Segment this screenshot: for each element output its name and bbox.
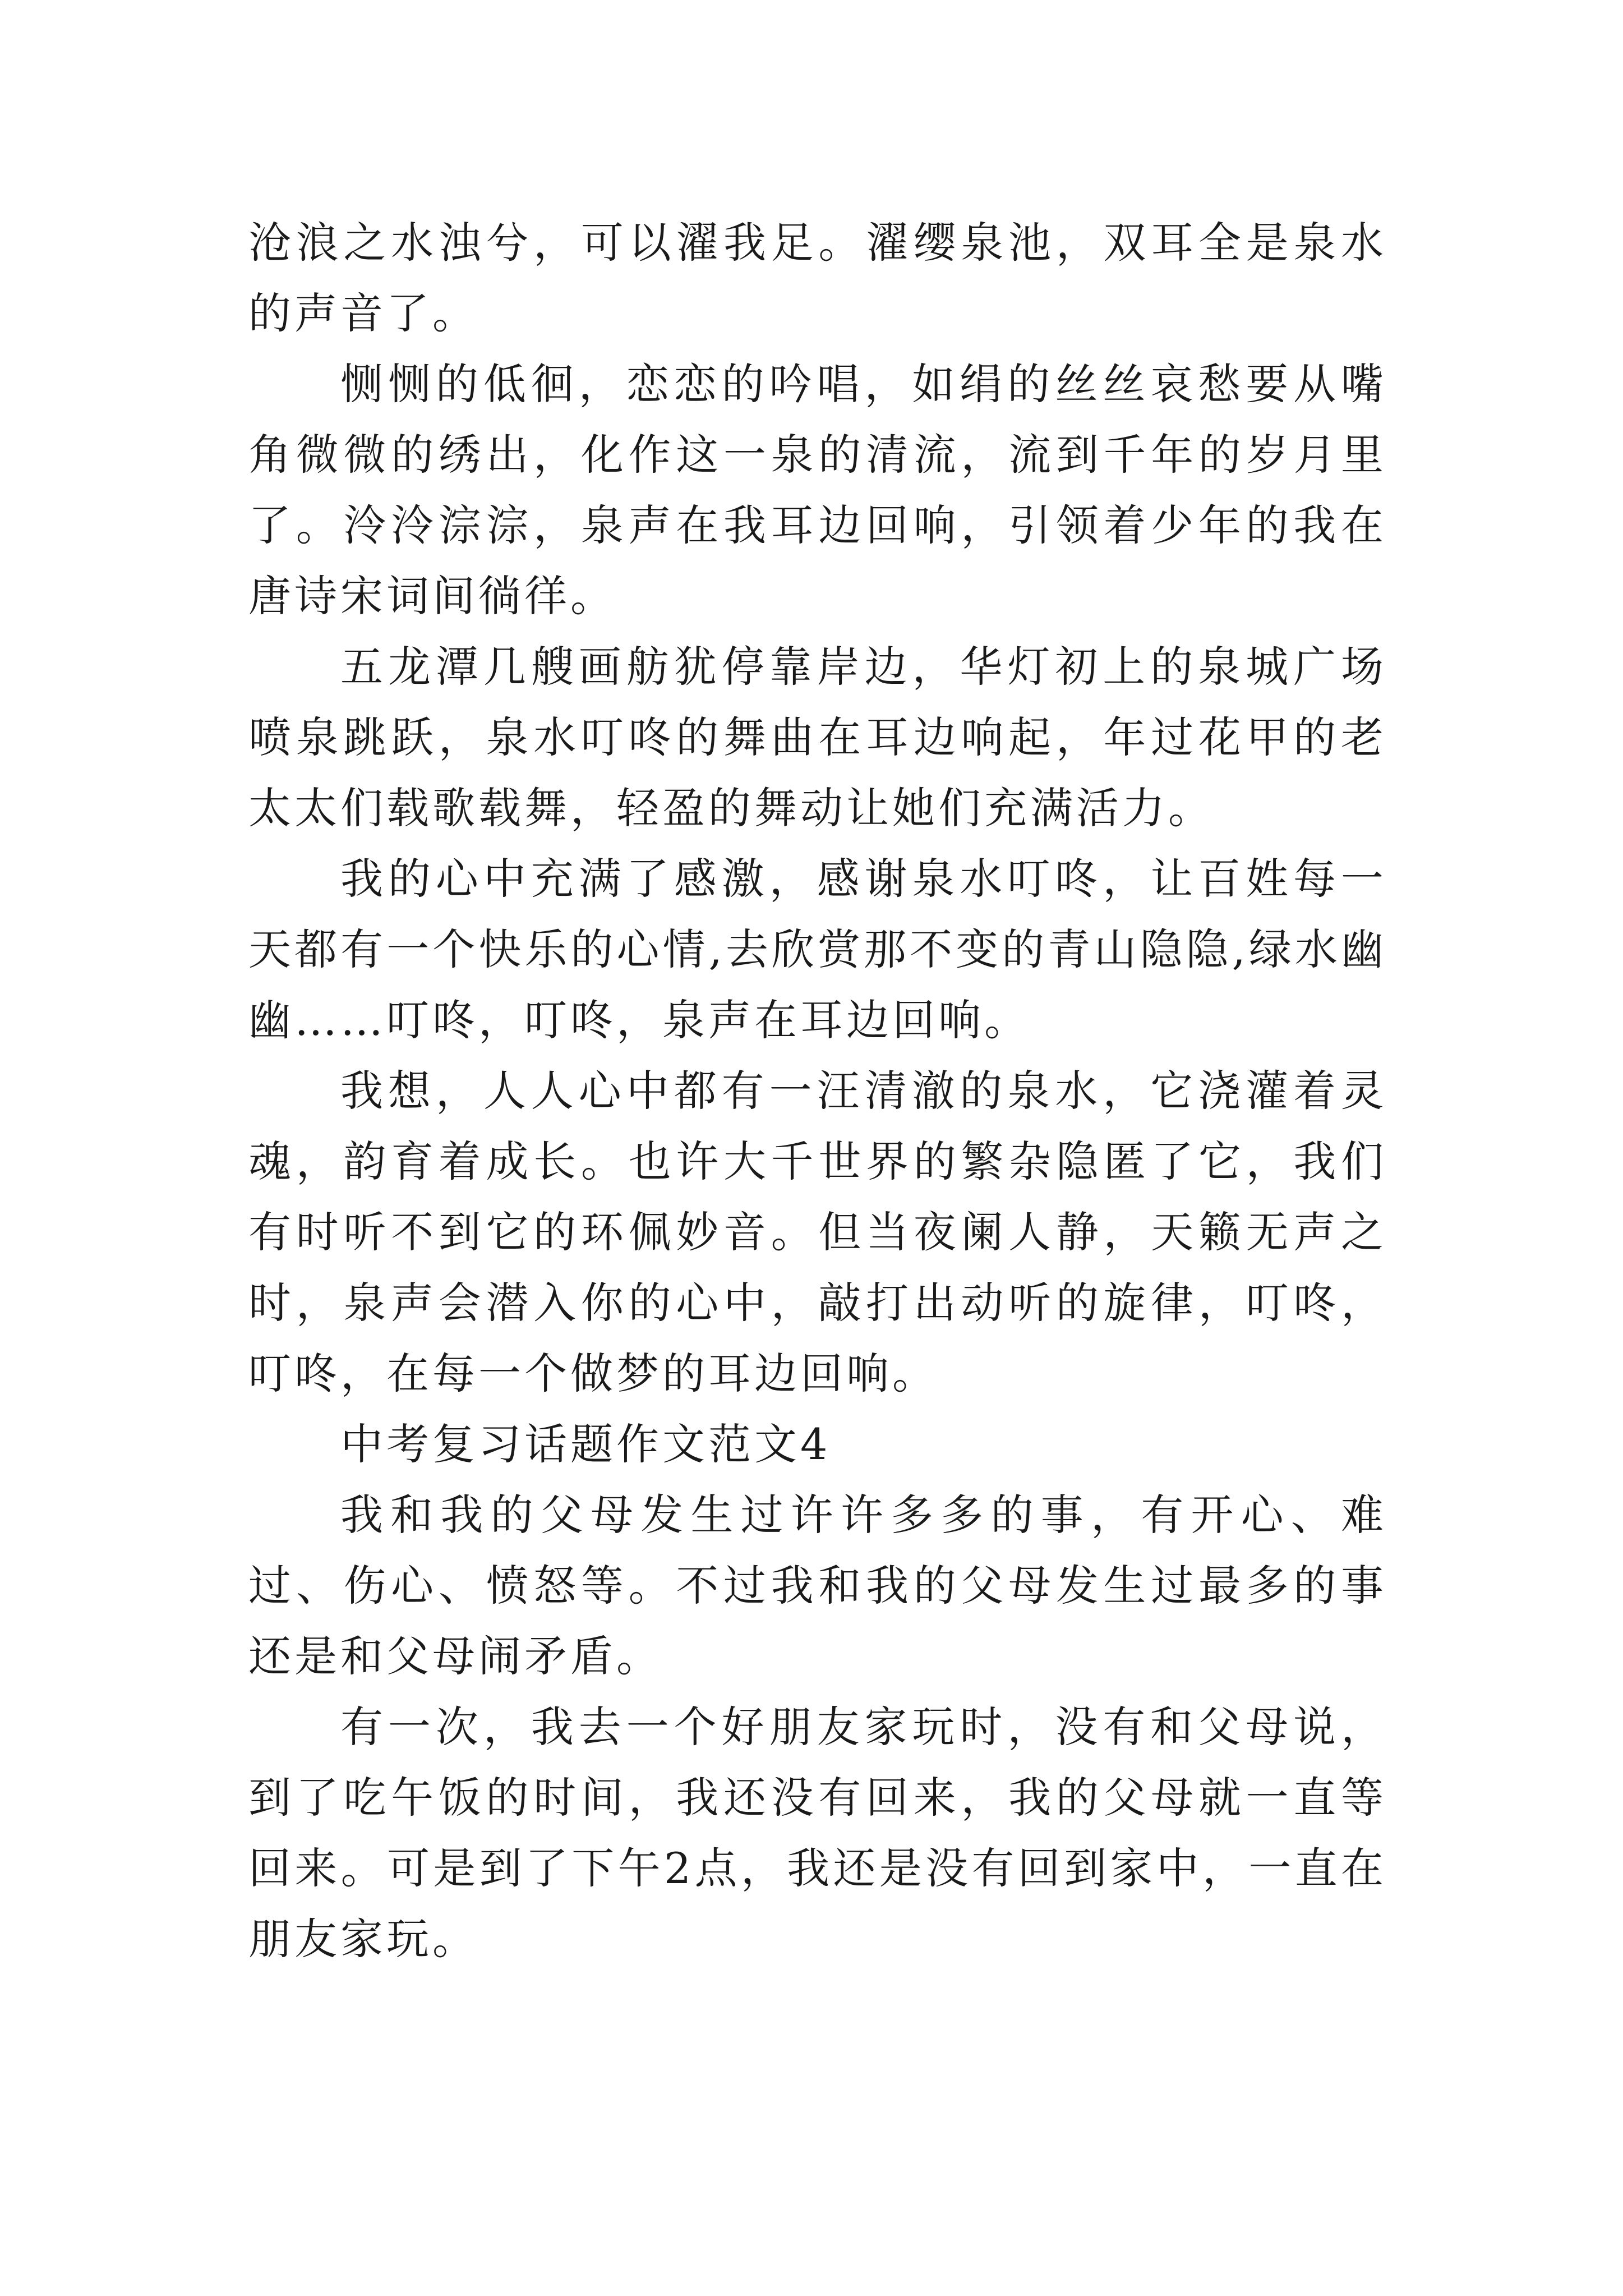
- paragraph-8: 有一次，我去一个好朋友家玩时，没有和父母说，到了吃午饭的时间，我还没有回来，我的父母就一直等回来。可是到了下午2点，我还是没有回到家中，一直在朋友家玩。: [248, 1702, 1387, 1964]
- paragraph-1: 沧浪之水浊兮，可以濯我足。濯缨泉池，双耳全是泉水的声音了。: [248, 218, 1387, 338]
- paragraph-4: 我的心中充满了感激，感谢泉水叮咚，让百姓每一天都有一个快乐的心情,去欣赏那不变的青山隐隐,绿水幽幽……叮咚，叮咚，泉声在耳边回响。: [248, 854, 1387, 1045]
- section-heading: 中考复习话题作文范文4: [340, 1419, 831, 1469]
- paragraph-7: 我和我的父母发生过许许多多的事，有开心、难过、伤心、愤怒等。不过我和我的父母发生过最多的事还是和父母闹矛盾。: [248, 1490, 1387, 1681]
- paragraph-2: 恻恻的低徊，恋恋的吟唱，如绢的丝丝哀愁要从嘴角微微的绣出，化作这一泉的清流，流到千年的岁月里了。泠泠淙淙，泉声在我耳边回响，引领着少年的我在唐诗宋词间徜徉。: [248, 359, 1387, 621]
- document-body: [248, 208, 1387, 1975]
- paragraph-5: 我想，人人心中都有一汪清澈的泉水，它浇灌着灵魂，韵育着成长。也许大千世界的繁杂隐匿了它，我们有时听不到它的环佩妙音。但当夜阑人静，天籁无声之时，泉声会潜入你的心中，敲打出动听的旋律，叮咚，叮咚，在每一个做梦的耳边回响。: [248, 1066, 1387, 1398]
- paragraph-3: 五龙潭几艘画舫犹停靠岸边，华灯初上的泉城广场喷泉跳跃，泉水叮咚的舞曲在耳边响起，年过花甲的老太太们载歌载舞，轻盈的舞动让她们充满活力。: [248, 642, 1387, 833]
